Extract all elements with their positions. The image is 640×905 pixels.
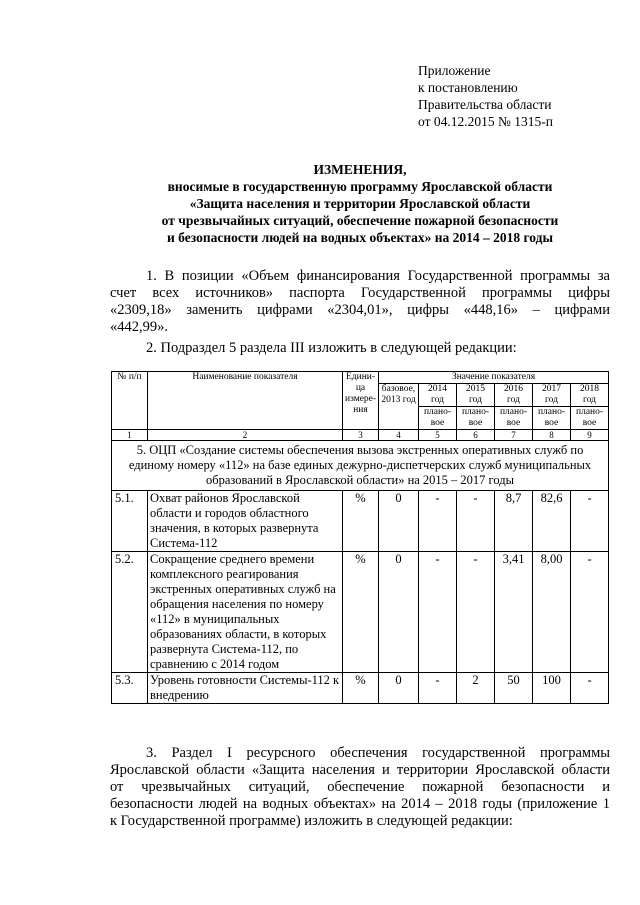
row-value: 50 [495,673,533,704]
column-number: 1 [112,430,148,441]
row-value: - [419,673,457,704]
row-value: 0 [379,491,419,552]
paragraph-line: 3. Раздел I ресурсного обеспечения государственной программы [146,745,610,761]
indicators-table [111,371,609,704]
column-number: 8 [533,430,571,441]
row-value: 0 [379,673,419,704]
title-line: ИЗМЕНЕНИЯ, [313,162,407,177]
row-value: 8,00 [533,552,571,673]
header-year: 2014 год [419,384,457,407]
paragraph-line: 2. Подраздел 5 раздела III изложить в следующей редакции: [146,340,517,356]
header-value: Значение показателя [379,372,609,384]
header-year: 2016 год [495,384,533,407]
header-planned: плано-вое [495,407,533,430]
row-value: 82,6 [533,491,571,552]
row-value: 8,7 [495,491,533,552]
row-value: - [419,491,457,552]
row-num: 5.3. [112,673,148,704]
column-number: 9 [571,430,609,441]
row-name: Охват районов Ярославской области и городов областного значения, в которых развернута Система-112 [148,491,343,552]
row-value: 0 [379,552,419,673]
row-value: - [571,673,609,704]
header-planned: плано-вое [533,407,571,430]
row-value: 3,41 [495,552,533,673]
appendix-block [418,62,553,130]
row-value: 100 [533,673,571,704]
header-name: Наименование показателя [148,372,343,430]
title-line: от чрезвычайных ситуаций, обеспечение пожарной безопасности [161,213,559,228]
row-value: - [457,491,495,552]
paragraph-line: Ярославской области «Защита населения и территории Ярославской области [110,762,610,778]
title-line: «Защита населения и территории Ярославской области [189,196,531,211]
row-value: - [571,491,609,552]
paragraph-line: «442,99». [110,319,168,335]
header-unit: Едини-ца измере-ния [343,372,379,430]
appendix-line: к постановлению [418,80,518,95]
appendix-line: Правительства области [418,97,552,112]
row-value: - [457,552,495,673]
row-unit: % [343,673,379,704]
header-planned: плано-вое [571,407,609,430]
paragraph-3 [110,745,610,830]
row-num: 5.2. [112,552,148,673]
column-number: 3 [343,430,379,441]
paragraph-line: счет всех источников» паспорта Государственной программы цифры [110,285,610,301]
row-name: Уровень готовности Системы-112 к внедрению [148,673,343,704]
row-unit: % [343,552,379,673]
paragraph-line: от чрезвычайных ситуаций, обеспечение пожарной безопасности и [110,779,610,795]
header-year: 2017 год [533,384,571,407]
column-number: 7 [495,430,533,441]
paragraph-2 [110,340,610,357]
row-value: 2 [457,673,495,704]
section-heading: 5. ОЦП «Создание системы обеспечения вызова экстренных оперативных служб по единому номеру «112» на базе единых дежурно-диспетчерских служб муниципальных образований в Ярославской области» на 2015 – 2017 годы [112,441,609,491]
row-num: 5.1. [112,491,148,552]
header-planned: плано-вое [457,407,495,430]
table-row [112,552,609,673]
appendix-line: от 04.12.2015 № 1315-п [418,114,553,129]
header-year: 2018 год [571,384,609,407]
table-row [112,673,609,704]
row-unit: % [343,491,379,552]
paragraph-line: к Государственной программе) изложить в следующей редакции: [110,813,513,829]
header-base: базовое, 2013 год [379,384,419,430]
appendix-line: Приложение [418,63,491,78]
column-number: 2 [148,430,343,441]
column-number: 4 [379,430,419,441]
row-name: Сокращение среднего времени комплексного реагирования экстренных оперативных служб на обращения населения по номеру «112» в муниципальных образованиях области, в которых развернута Система-112, по сравнению с 2014 годом [148,552,343,673]
table-row [112,491,609,552]
document-title [80,161,640,246]
paragraph-line: безопасности людей на водных объектах» на 2014 – 2018 годы (приложение 1 [110,796,610,812]
row-value: - [419,552,457,673]
paragraph-line: «2309,18» заменить цифрами «2304,01», цифры «448,16» – цифрами [110,302,610,318]
header-year: 2015 год [457,384,495,407]
paragraph-1 [110,268,610,336]
title-line: вносимые в государственную программу Ярославской области [167,179,553,194]
header-num: № п/п [112,372,148,430]
paragraph-line: 1. В позиции «Объем финансирования Государственной программы за [146,268,610,284]
title-line: и безопасности людей на водных объектах» на 2014 – 2018 годы [167,230,553,245]
row-value: - [571,552,609,673]
column-number: 5 [419,430,457,441]
column-number: 6 [457,430,495,441]
header-planned: плано-вое [419,407,457,430]
